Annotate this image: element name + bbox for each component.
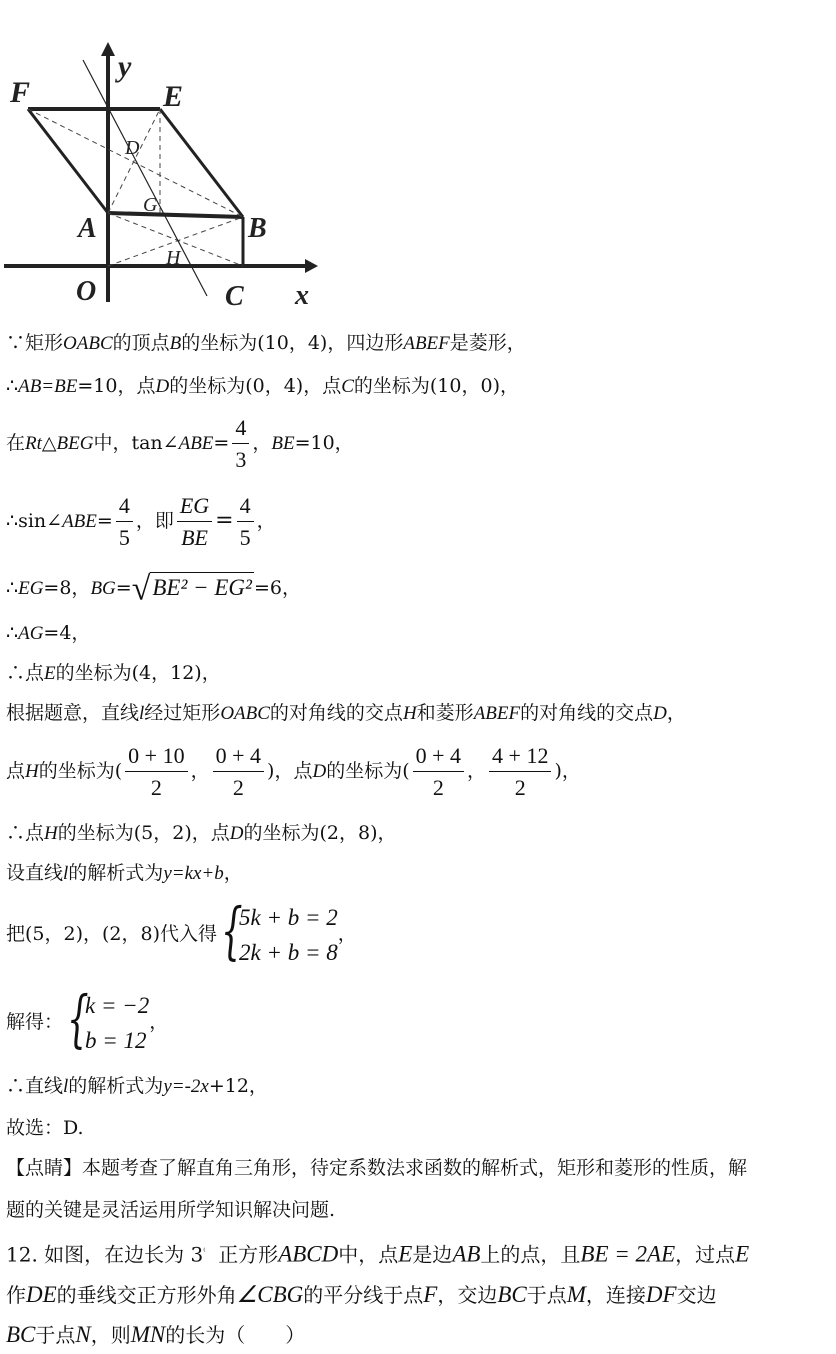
question-12-line-3: BC于点N，则MN的长为（ ） (6, 1322, 306, 1347)
label-C: C (225, 281, 244, 312)
solution-line-5: ∴EG=8，BG=√BE² − EG² =6， (6, 568, 301, 610)
comment-line-2: 题的关键是灵活运用所学知识解决问题. (6, 1199, 336, 1221)
solution-line-12: 把(5，2)，(2，8)代入得 { 5k + b = 2 2k + b = 8 ， (6, 898, 357, 970)
fraction-H-x: $\frac{0 + 10}{2}$ (125, 741, 187, 804)
comment-line-1: 【点睛】本题考查了解直角三角形，待定系数法求函数的解析式，矩形和菱形的性质，解 (6, 1157, 748, 1179)
label-x: x (295, 280, 309, 311)
solution-line-11: 设直线l的解析式为y=kx+b， (6, 862, 243, 884)
solution-line-6: ∴AG=4， (6, 622, 91, 644)
solution-line-3: 在Rt△BEG中，tan∠ABE= $\frac{4}{3}$ ，BE=10， (6, 410, 354, 477)
line-l (83, 60, 207, 296)
solution-line-2: ∴AB=BE=10，点D的坐标为(0，4)，点C的坐标为(10，0)， (6, 375, 519, 397)
solution-line-8: 根据题意，直线l经过矩形OABC的对角线的交点H和菱形ABEF的对角线的交点D， (6, 702, 686, 724)
label-H: H (166, 247, 181, 269)
solution-line-4: ∴sin∠ABE= $\frac{4}{5}$ ，即 $\frac{EG}{BE}$ = $\frac{4}{5}$ ， (6, 488, 276, 555)
rect-side-AB (108, 213, 243, 217)
solution-line-10: ∴点H的坐标为(5，2)，点D的坐标为(2，8)， (6, 822, 397, 844)
label-D: D (125, 137, 140, 159)
fraction-4-3: $\frac{4}{3}$ (232, 413, 249, 476)
solution-system: { k = −2 b = 12 (67, 982, 150, 1055)
solution-line-1: ∵矩形OABC的顶点B的坐标为(10，4)，四边形ABEF是菱形， (6, 332, 526, 354)
rhombus-side-FA (28, 109, 108, 213)
fraction-EG-BE: $\frac{EG}{BE}$ (177, 491, 212, 554)
fraction-D-x: $\frac{0 + 4}{2}$ (413, 741, 464, 804)
fraction-4-5: $\frac{4}{5}$ (116, 491, 133, 554)
label-A: A (78, 213, 97, 244)
label-y: y (118, 50, 132, 83)
label-F: F (10, 76, 31, 109)
label-B: B (248, 213, 267, 244)
y-axis-arrow (101, 42, 115, 56)
question-12-line-1: 12. 如图，在边长为 3⁽ 正方形ABCD中，点E是边AB上的点，且BE = 2AE，过点E (6, 1241, 750, 1267)
solution-line-9: 点H的坐标为( $\frac{0 + 10}{2}$ ， $\frac{0 + 4}{2}$ )，点D的坐标为( $\frac{0 + 4}{2}$ ， $\frac{4 + 12}{2}$ )， (6, 738, 581, 805)
dashed-FB (28, 109, 243, 217)
fraction-H-y: $\frac{0 + 4}{2}$ (213, 741, 264, 804)
label-O: O (76, 276, 97, 307)
equation-system: { 5k + b = 2 2k + b = 8 (221, 894, 338, 967)
geometry-figure (0, 30, 330, 350)
label-E: E (163, 80, 184, 113)
solution-line-13: 解得： { k = −2 b = 12 ， (6, 986, 168, 1058)
fraction-4-5-b: $\frac{4}{5}$ (237, 491, 254, 554)
x-axis-arrow (305, 259, 318, 273)
square-root: √BE² − EG² (131, 570, 252, 608)
rhombus-side-EB (160, 109, 243, 217)
question-12-line-2: 作DE的垂线交正方形外角∠CBG的平分线于点F，交边BC于点M，连接DF交边 (6, 1282, 717, 1307)
solution-line-15: 故选：D. (6, 1117, 84, 1139)
solution-line-14: ∴直线l的解析式为y=-2x+12， (6, 1075, 268, 1097)
label-G: G (143, 194, 158, 216)
fraction-D-y: $\frac{4 + 12}{2}$ (489, 741, 551, 804)
solution-line-7: ∴点E的坐标为(4，12)， (6, 662, 221, 684)
